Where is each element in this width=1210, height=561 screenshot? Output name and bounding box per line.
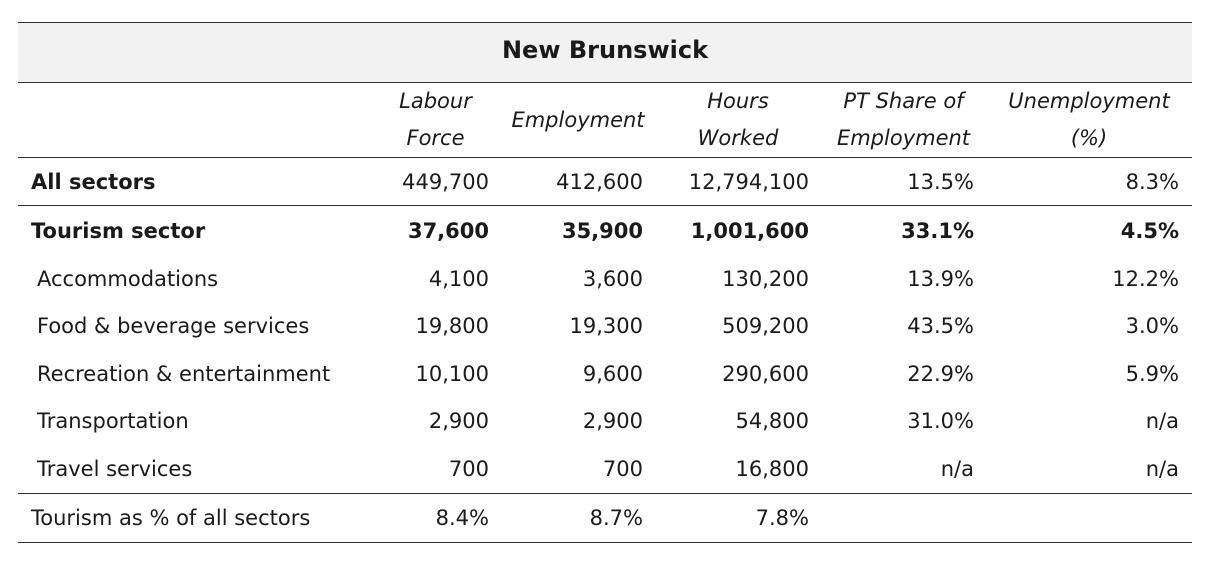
row-label: All sectors bbox=[18, 158, 370, 206]
labour-statistics-table bbox=[18, 22, 1192, 543]
table-row-food-beverage bbox=[18, 303, 1192, 351]
table-row-transportation bbox=[18, 398, 1192, 446]
cell-labour-force: 19,800 bbox=[415, 314, 489, 339]
cell-labour-force: 37,600 bbox=[407, 219, 489, 243]
cell-employment: 9,600 bbox=[582, 361, 643, 386]
cell-hours-worked: 290,600 bbox=[722, 361, 809, 386]
cell-labour-force: 449,700 bbox=[370, 158, 501, 206]
cell-pt-share: 13.5% bbox=[821, 158, 986, 206]
labour-table-container bbox=[18, 22, 1192, 543]
cell-unemployment: 3.0% bbox=[1125, 314, 1179, 339]
cell-pt-share: 33.1% bbox=[901, 219, 974, 243]
cell-pt-share: 13.9% bbox=[907, 266, 974, 291]
header-employment-line1: Employment bbox=[511, 107, 645, 132]
row-label: Tourism as % of all sectors bbox=[18, 494, 370, 543]
header-pt-share bbox=[821, 83, 986, 158]
table-row-tourism-sector bbox=[18, 206, 1192, 256]
cell-hours-worked: 16,800 bbox=[655, 445, 821, 494]
cell-employment: 19,300 bbox=[569, 314, 643, 339]
cell-hours-worked: 130,200 bbox=[722, 266, 809, 291]
cell-labour-force: 4,100 bbox=[428, 266, 489, 291]
row-label: Travel services bbox=[18, 445, 370, 494]
row-label: Food & beverage services bbox=[37, 314, 310, 339]
cell-labour-force: 8.4% bbox=[370, 494, 501, 543]
cell-labour-force: 10,100 bbox=[415, 361, 489, 386]
table-title: New Brunswick bbox=[18, 23, 1192, 83]
header-unemployment bbox=[986, 83, 1192, 158]
table-row-tourism-percent bbox=[18, 494, 1192, 543]
table-row-all-sectors bbox=[18, 158, 1192, 206]
table-title-row bbox=[18, 23, 1192, 83]
cell-pt-share bbox=[821, 494, 986, 543]
cell-employment: 2,900 bbox=[582, 409, 643, 434]
cell-hours-worked: 54,800 bbox=[735, 409, 809, 434]
column-header-row bbox=[18, 83, 1192, 158]
table-row-recreation bbox=[18, 350, 1192, 398]
header-pt-share-line1: PT Share of bbox=[843, 89, 964, 113]
cell-labour-force: 700 bbox=[370, 445, 501, 494]
cell-employment: 700 bbox=[501, 445, 655, 494]
cell-unemployment: 12.2% bbox=[1112, 266, 1179, 291]
cell-unemployment: n/a bbox=[986, 445, 1192, 494]
table-row-travel-services bbox=[18, 445, 1192, 494]
header-hours-worked-line1: Hours bbox=[707, 89, 769, 113]
cell-hours-worked: 509,200 bbox=[722, 314, 809, 339]
cell-unemployment bbox=[986, 494, 1192, 543]
header-unemployment-line1: Unemployment bbox=[1008, 89, 1170, 113]
header-labour-force bbox=[370, 83, 501, 158]
row-label: Accommodations bbox=[37, 266, 219, 291]
cell-unemployment: 8.3% bbox=[986, 158, 1192, 206]
table-row-accommodations bbox=[18, 255, 1192, 303]
header-labour-force-line1: Labour bbox=[399, 89, 472, 113]
cell-hours-worked: 7.8% bbox=[655, 494, 821, 543]
header-employment bbox=[501, 83, 655, 158]
cell-unemployment: n/a bbox=[1145, 409, 1179, 434]
cell-unemployment: 4.5% bbox=[1120, 219, 1179, 243]
cell-hours-worked: 12,794,100 bbox=[655, 158, 821, 206]
header-pt-share-line2: Employment bbox=[836, 126, 971, 150]
header-unemployment-line2: (%) bbox=[1070, 126, 1108, 150]
cell-employment: 8.7% bbox=[501, 494, 655, 543]
cell-employment: 35,900 bbox=[561, 219, 643, 243]
cell-labour-force: 2,900 bbox=[428, 409, 489, 434]
cell-pt-share: 31.0% bbox=[907, 409, 974, 434]
cell-employment: 3,600 bbox=[582, 266, 643, 291]
cell-unemployment: 5.9% bbox=[1125, 361, 1179, 386]
cell-pt-share: 43.5% bbox=[907, 314, 974, 339]
cell-pt-share: 22.9% bbox=[907, 361, 974, 386]
header-hours-worked-line2: Worked bbox=[697, 126, 779, 150]
cell-employment: 412,600 bbox=[501, 158, 655, 206]
row-label: Transportation bbox=[37, 409, 189, 434]
cell-pt-share: n/a bbox=[821, 445, 986, 494]
row-label: Tourism sector bbox=[31, 219, 206, 243]
cell-hours-worked: 1,001,600 bbox=[690, 219, 809, 243]
row-label: Recreation & entertainment bbox=[37, 361, 331, 386]
header-labour-force-line2: Force bbox=[406, 126, 465, 150]
header-hours-worked bbox=[655, 83, 821, 158]
header-blank bbox=[18, 83, 370, 158]
